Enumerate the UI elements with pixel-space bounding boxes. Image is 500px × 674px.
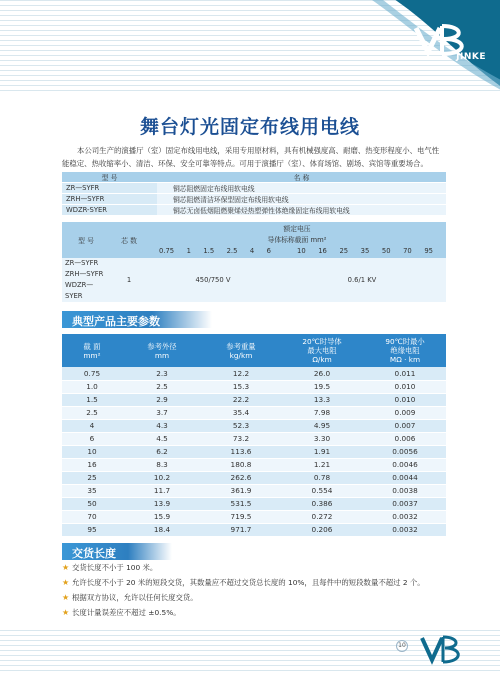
table-cell: 8.3	[122, 458, 202, 471]
table-cell: 7.98	[280, 406, 364, 419]
note-item: ★ 根据双方协议，允许以任何长度交货。	[62, 593, 198, 602]
table-cell: 10	[62, 445, 122, 458]
table-cell: 95	[62, 523, 122, 536]
params-header-section: 截 面 mm²	[62, 334, 122, 367]
params-header-resistance: 20℃时导体 最大电阻 Ω/km	[280, 334, 364, 367]
section-value: 6	[266, 247, 271, 255]
spec-model: ZRH—SYFR	[65, 270, 104, 278]
page-footer	[0, 630, 500, 674]
table-cell: 19.5	[280, 380, 364, 393]
section-value: 4	[249, 247, 255, 255]
table-cell: 1.21	[280, 458, 364, 471]
types-header-model: 型 号	[62, 172, 157, 183]
types-name: 铜芯阻燃固定布线用软电线	[157, 183, 446, 194]
table-cell: 1.91	[280, 445, 364, 458]
table-cell: 18.4	[122, 523, 202, 536]
params-header-weight: 参考重量 kg/km	[202, 334, 280, 367]
table-row	[62, 523, 446, 536]
table-cell: 15.3	[202, 380, 280, 393]
table-row	[62, 432, 446, 445]
params-header-insulation: 90℃时最小 绝缘电阻 MΩ · km	[364, 334, 446, 367]
types-model: ZR—SYFR	[62, 183, 157, 194]
table-cell: 1.5	[62, 393, 122, 406]
table-cell: 35	[62, 484, 122, 497]
table-row	[62, 471, 446, 484]
table-row	[62, 367, 446, 380]
section-value: 70	[403, 247, 412, 255]
table-cell: 2.5	[62, 406, 122, 419]
table-cell: 0.78	[280, 471, 364, 484]
section-value: 50	[381, 247, 391, 255]
table-cell: 0.272	[280, 510, 364, 523]
table-row	[62, 458, 446, 471]
table-cell: 0.007	[364, 419, 446, 432]
table-row	[62, 497, 446, 510]
table-cell: 15.9	[122, 510, 202, 523]
spec-models	[62, 258, 110, 302]
table-cell: 25	[62, 471, 122, 484]
note-item: ★ 允许长度不小于 20 米的短段交货，其数量应不超过交货总长度的 10%，且每件中的短段数量不超过 2 个。	[62, 578, 425, 587]
star-bullet-icon: ★	[62, 608, 70, 617]
table-cell: 3.7	[122, 406, 202, 419]
section-value: 25	[339, 247, 349, 255]
section-value: 16	[318, 247, 327, 255]
spec-cores-value: 1	[110, 258, 148, 302]
star-bullet-icon: ★	[62, 578, 70, 587]
table-cell: 3.30	[280, 432, 364, 445]
spec-sections-left	[148, 244, 278, 258]
table-cell: 4.95	[280, 419, 364, 432]
note-item: ★ 长度计量误差应不超过 ±0.5%。	[62, 608, 181, 617]
section-value: 35	[360, 247, 370, 255]
types-model: ZRH—SYFR	[62, 194, 157, 205]
table-cell: 6	[62, 432, 122, 445]
spec-table	[62, 222, 446, 302]
section-value: 1	[186, 247, 191, 255]
table-cell: 262.6	[202, 471, 280, 484]
table-cell: 0.206	[280, 523, 364, 536]
table-cell: 50	[62, 497, 122, 510]
types-model: WDZR-SYER	[62, 205, 157, 216]
spec-header-sections: 导体标称截面 mm²	[148, 233, 446, 244]
section-value: 1.5	[203, 247, 215, 255]
table-cell: 13.9	[122, 497, 202, 510]
page-header	[0, 0, 500, 92]
table-cell: 4.5	[122, 432, 202, 445]
logo-text: JINKE	[456, 52, 486, 62]
spec-voltage-left: 450/750 V	[148, 258, 278, 302]
table-row	[62, 419, 446, 432]
table-cell: 719.5	[202, 510, 280, 523]
types-header-name: 名 称	[157, 172, 446, 183]
star-bullet-icon: ★	[62, 593, 70, 602]
section-value: 0.75	[159, 247, 175, 255]
star-bullet-icon: ★	[62, 563, 70, 572]
table-row	[62, 484, 446, 497]
types-table	[62, 172, 446, 216]
table-cell: 0.386	[280, 497, 364, 510]
types-name: 铜芯无卤低烟阻燃聚烯烃热塑弹性体绝缘固定布线用软电线	[157, 205, 446, 216]
table-cell: 12.2	[202, 367, 280, 380]
table-cell: 0.0032	[364, 523, 446, 536]
table-cell: 73.2	[202, 432, 280, 445]
section-value: 10	[297, 247, 306, 255]
table-cell: 0.0044	[364, 471, 446, 484]
params-section-title: 典型产品主要参数	[62, 311, 212, 328]
section-value: 95	[424, 247, 433, 255]
table-cell: 26.0	[280, 367, 364, 380]
table-cell: 2.5	[122, 380, 202, 393]
table-row	[62, 510, 446, 523]
table-cell: 180.8	[202, 458, 280, 471]
table-cell: 22.2	[202, 393, 280, 406]
table-cell: 361.9	[202, 484, 280, 497]
table-cell: 70	[62, 510, 122, 523]
table-row	[62, 445, 446, 458]
table-cell: 2.9	[122, 393, 202, 406]
spec-header-cores: 芯 数	[110, 222, 148, 258]
delivery-notes	[62, 562, 446, 622]
spec-header-model: 型 号	[62, 222, 110, 258]
spec-voltage-right: 0.6/1 KV	[278, 258, 446, 302]
table-cell: 0.0038	[364, 484, 446, 497]
table-cell: 971.7	[202, 523, 280, 536]
table-cell: 0.010	[364, 380, 446, 393]
page-number: 10	[396, 640, 408, 652]
table-cell: 0.0046	[364, 458, 446, 471]
table-cell: 0.010	[364, 393, 446, 406]
table-row	[62, 393, 446, 406]
params-header-diameter: 参考外径 mm	[122, 334, 202, 367]
table-cell: 35.4	[202, 406, 280, 419]
table-cell: 4.3	[122, 419, 202, 432]
table-cell: 1.0	[62, 380, 122, 393]
table-cell: 113.6	[202, 445, 280, 458]
types-name: 铜芯阻燃清洁环保型固定布线用软电线	[157, 194, 446, 205]
table-cell: 11.7	[122, 484, 202, 497]
params-table-body	[62, 367, 446, 536]
table-cell: 0.006	[364, 432, 446, 445]
table-cell: 52.3	[202, 419, 280, 432]
table-cell: 0.0037	[364, 497, 446, 510]
footer-logo-icon	[420, 634, 464, 666]
section-value: 2.5	[226, 247, 238, 255]
spec-model: WDZR—SYER	[65, 281, 94, 300]
page-title: 舞台灯光固定布线用电线	[139, 116, 360, 138]
note-item: ★ 交货长度不小于 100 米。	[62, 563, 158, 572]
table-cell: 13.3	[280, 393, 364, 406]
table-cell: 0.0032	[364, 510, 446, 523]
table-cell: 531.5	[202, 497, 280, 510]
delivery-section-title: 交货长度	[62, 543, 172, 560]
table-cell: 0.0056	[364, 445, 446, 458]
spec-model: ZR—SYFR	[65, 259, 99, 267]
table-cell: 6.2	[122, 445, 202, 458]
table-cell: 16	[62, 458, 122, 471]
table-cell: 0.011	[364, 367, 446, 380]
intro-paragraph: 本公司生产的演播厅（室）固定布线用电线，采用专用原材料，具有机械强度高、耐磨、热变形程度小、电气性能稳定、热收缩率小、清洁、环保、安全可靠等特点。可用于演播厅（室）、体育场馆、剧场、宾馆等重要场合。	[62, 146, 440, 168]
spec-header-voltage: 额定电压	[148, 222, 446, 233]
table-cell: 4	[62, 419, 122, 432]
table-row	[62, 380, 446, 393]
table-cell: 10.2	[122, 471, 202, 484]
table-cell: 2.3	[122, 367, 202, 380]
table-cell: 0.009	[364, 406, 446, 419]
table-cell: 0.554	[280, 484, 364, 497]
table-cell: 0.75	[62, 367, 122, 380]
params-table	[62, 334, 446, 537]
table-row	[62, 406, 446, 419]
spec-sections-right	[278, 244, 446, 258]
